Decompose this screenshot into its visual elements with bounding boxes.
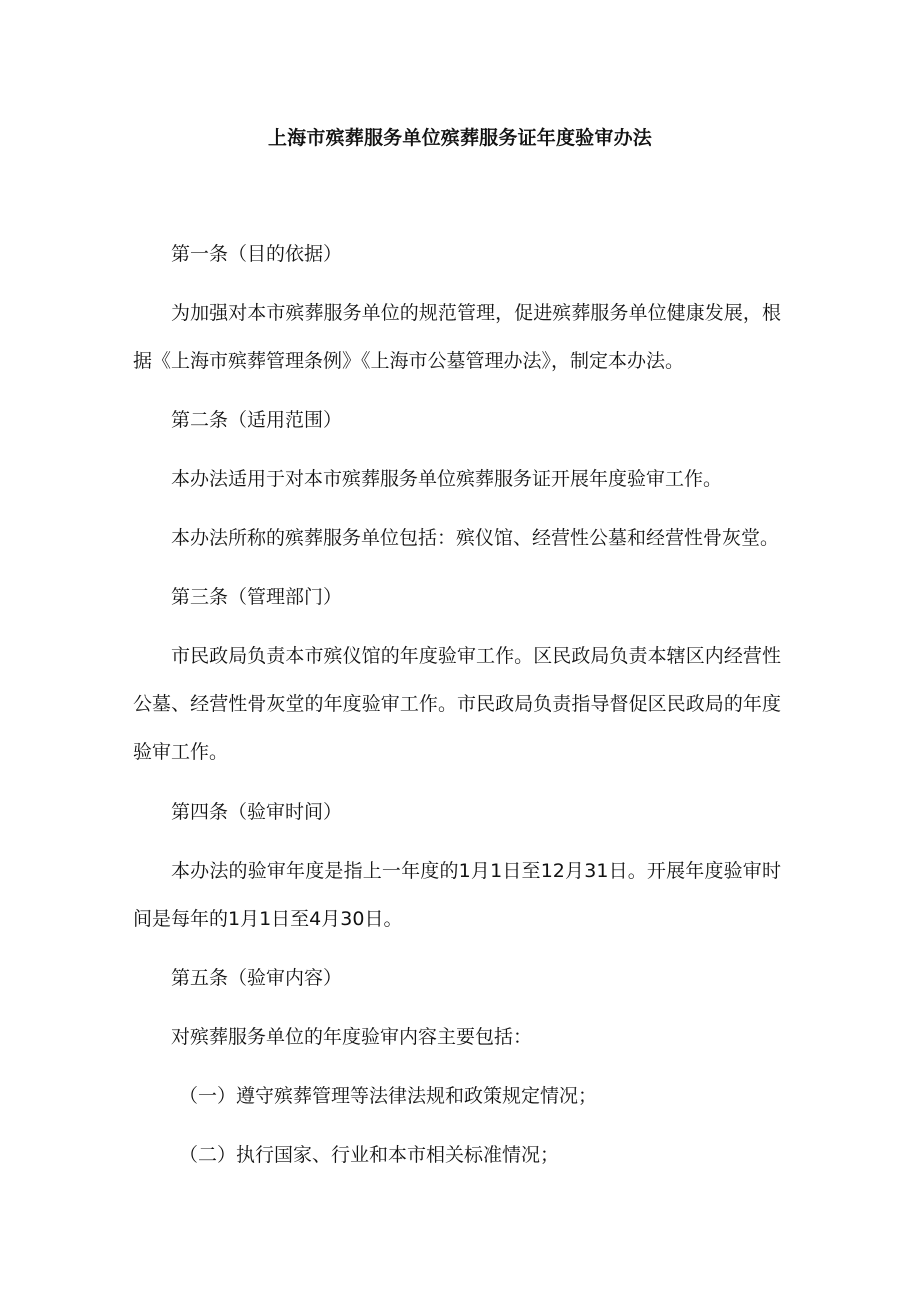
clause-heading-5: 第五条（验审内容） xyxy=(171,967,343,989)
list-item-2: （二）执行国家、行业和本市相关标准情况； xyxy=(179,1144,560,1166)
clause-body-2b: 本办法所称的殡葬服务单位包括：殡仪馆、经营性公墓和经营性骨灰堂。 xyxy=(171,527,780,549)
clause-body-1: 为加强对本市殡葬服务单位的规范管理，促进殡葬服务单位健康发展，根据《上海市殡葬管理条例》《上海市公墓管理办法》，制定本办法。 xyxy=(133,302,781,372)
clause-heading-1: 第一条（目的依据） xyxy=(171,243,343,265)
list-item-1: （一）遵守殡葬管理等法律法规和政策规定情况； xyxy=(179,1085,598,1107)
clause-body-3: 市民政局负责本市殡仪馆的年度验审工作。区民政局负责本辖区内经营性公墓、经营性骨灰堂的年度验审工作。市民政局负责指导督促区民政局的年度验审工作。 xyxy=(133,645,781,763)
clause-body-5: 对殡葬服务单位的年度验审内容主要包括： xyxy=(171,1026,533,1048)
document-title: 上海市殡葬服务单位殡葬服务证年度验审办法 xyxy=(267,127,652,149)
clause-body-2a: 本办法适用于对本市殡葬服务单位殡葬服务证开展年度验审工作。 xyxy=(171,468,723,490)
clause-heading-2: 第二条（适用范围） xyxy=(171,409,343,431)
clause-heading-3: 第三条（管理部门） xyxy=(171,586,343,608)
clause-heading-4: 第四条（验审时间） xyxy=(171,801,343,823)
clause-body-4: 本办法的验审年度是指上一年度的1月1日至12月31日。开展年度验审时间是每年的1月1日至4月30日。 xyxy=(133,860,781,930)
